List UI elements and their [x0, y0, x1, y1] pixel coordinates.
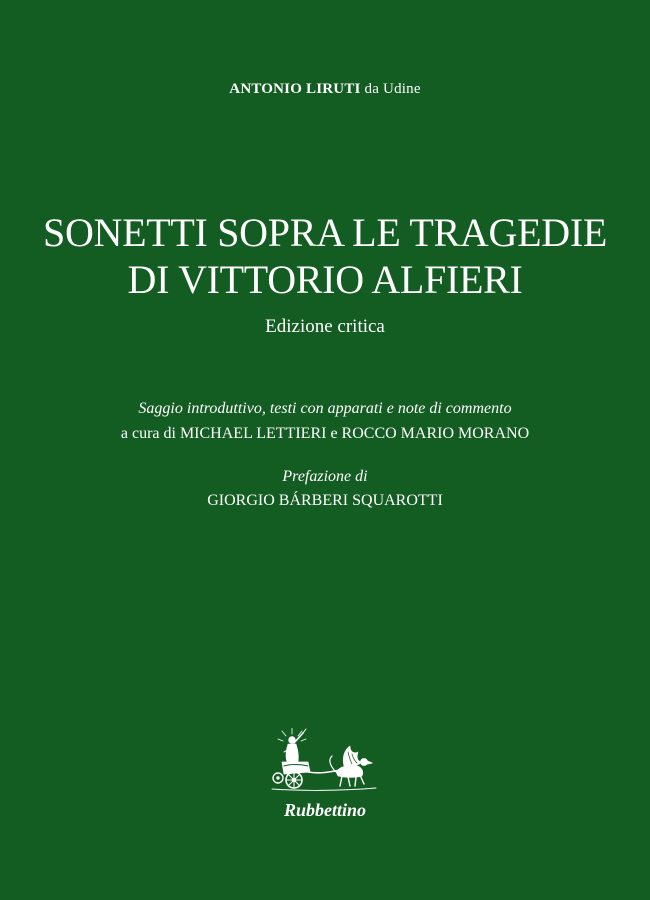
author-name: ANTONIO LIRUTI	[229, 81, 361, 97]
author-line	[0, 81, 650, 98]
curators-conjunction: e	[330, 425, 338, 442]
publisher-name: Rubbettino	[283, 800, 367, 820]
curator-first: MICHAEL LETTIERI	[179, 425, 327, 442]
intro-line: Saggio introduttivo, testi con apparati e note di commento	[138, 400, 512, 417]
title-line-1: SONETTI SOPRA LE TRAGEDIE	[43, 210, 607, 255]
author-origin: da Udine	[364, 81, 421, 97]
curators-prefix: a cura di	[120, 425, 176, 442]
preface-author: GIORGIO BÁRBERI SQUAROTTI	[207, 492, 443, 509]
title-line-2: DI VITTORIO ALFIERI	[127, 257, 523, 302]
book-subtitle: Edizione critica	[265, 316, 385, 337]
book-title	[0, 209, 650, 303]
chariot-logo-icon	[270, 728, 380, 794]
curators-line	[0, 425, 650, 443]
curator-second: ROCCO MARIO MORANO	[341, 425, 530, 442]
preface-label: Prefazione di	[282, 468, 368, 485]
